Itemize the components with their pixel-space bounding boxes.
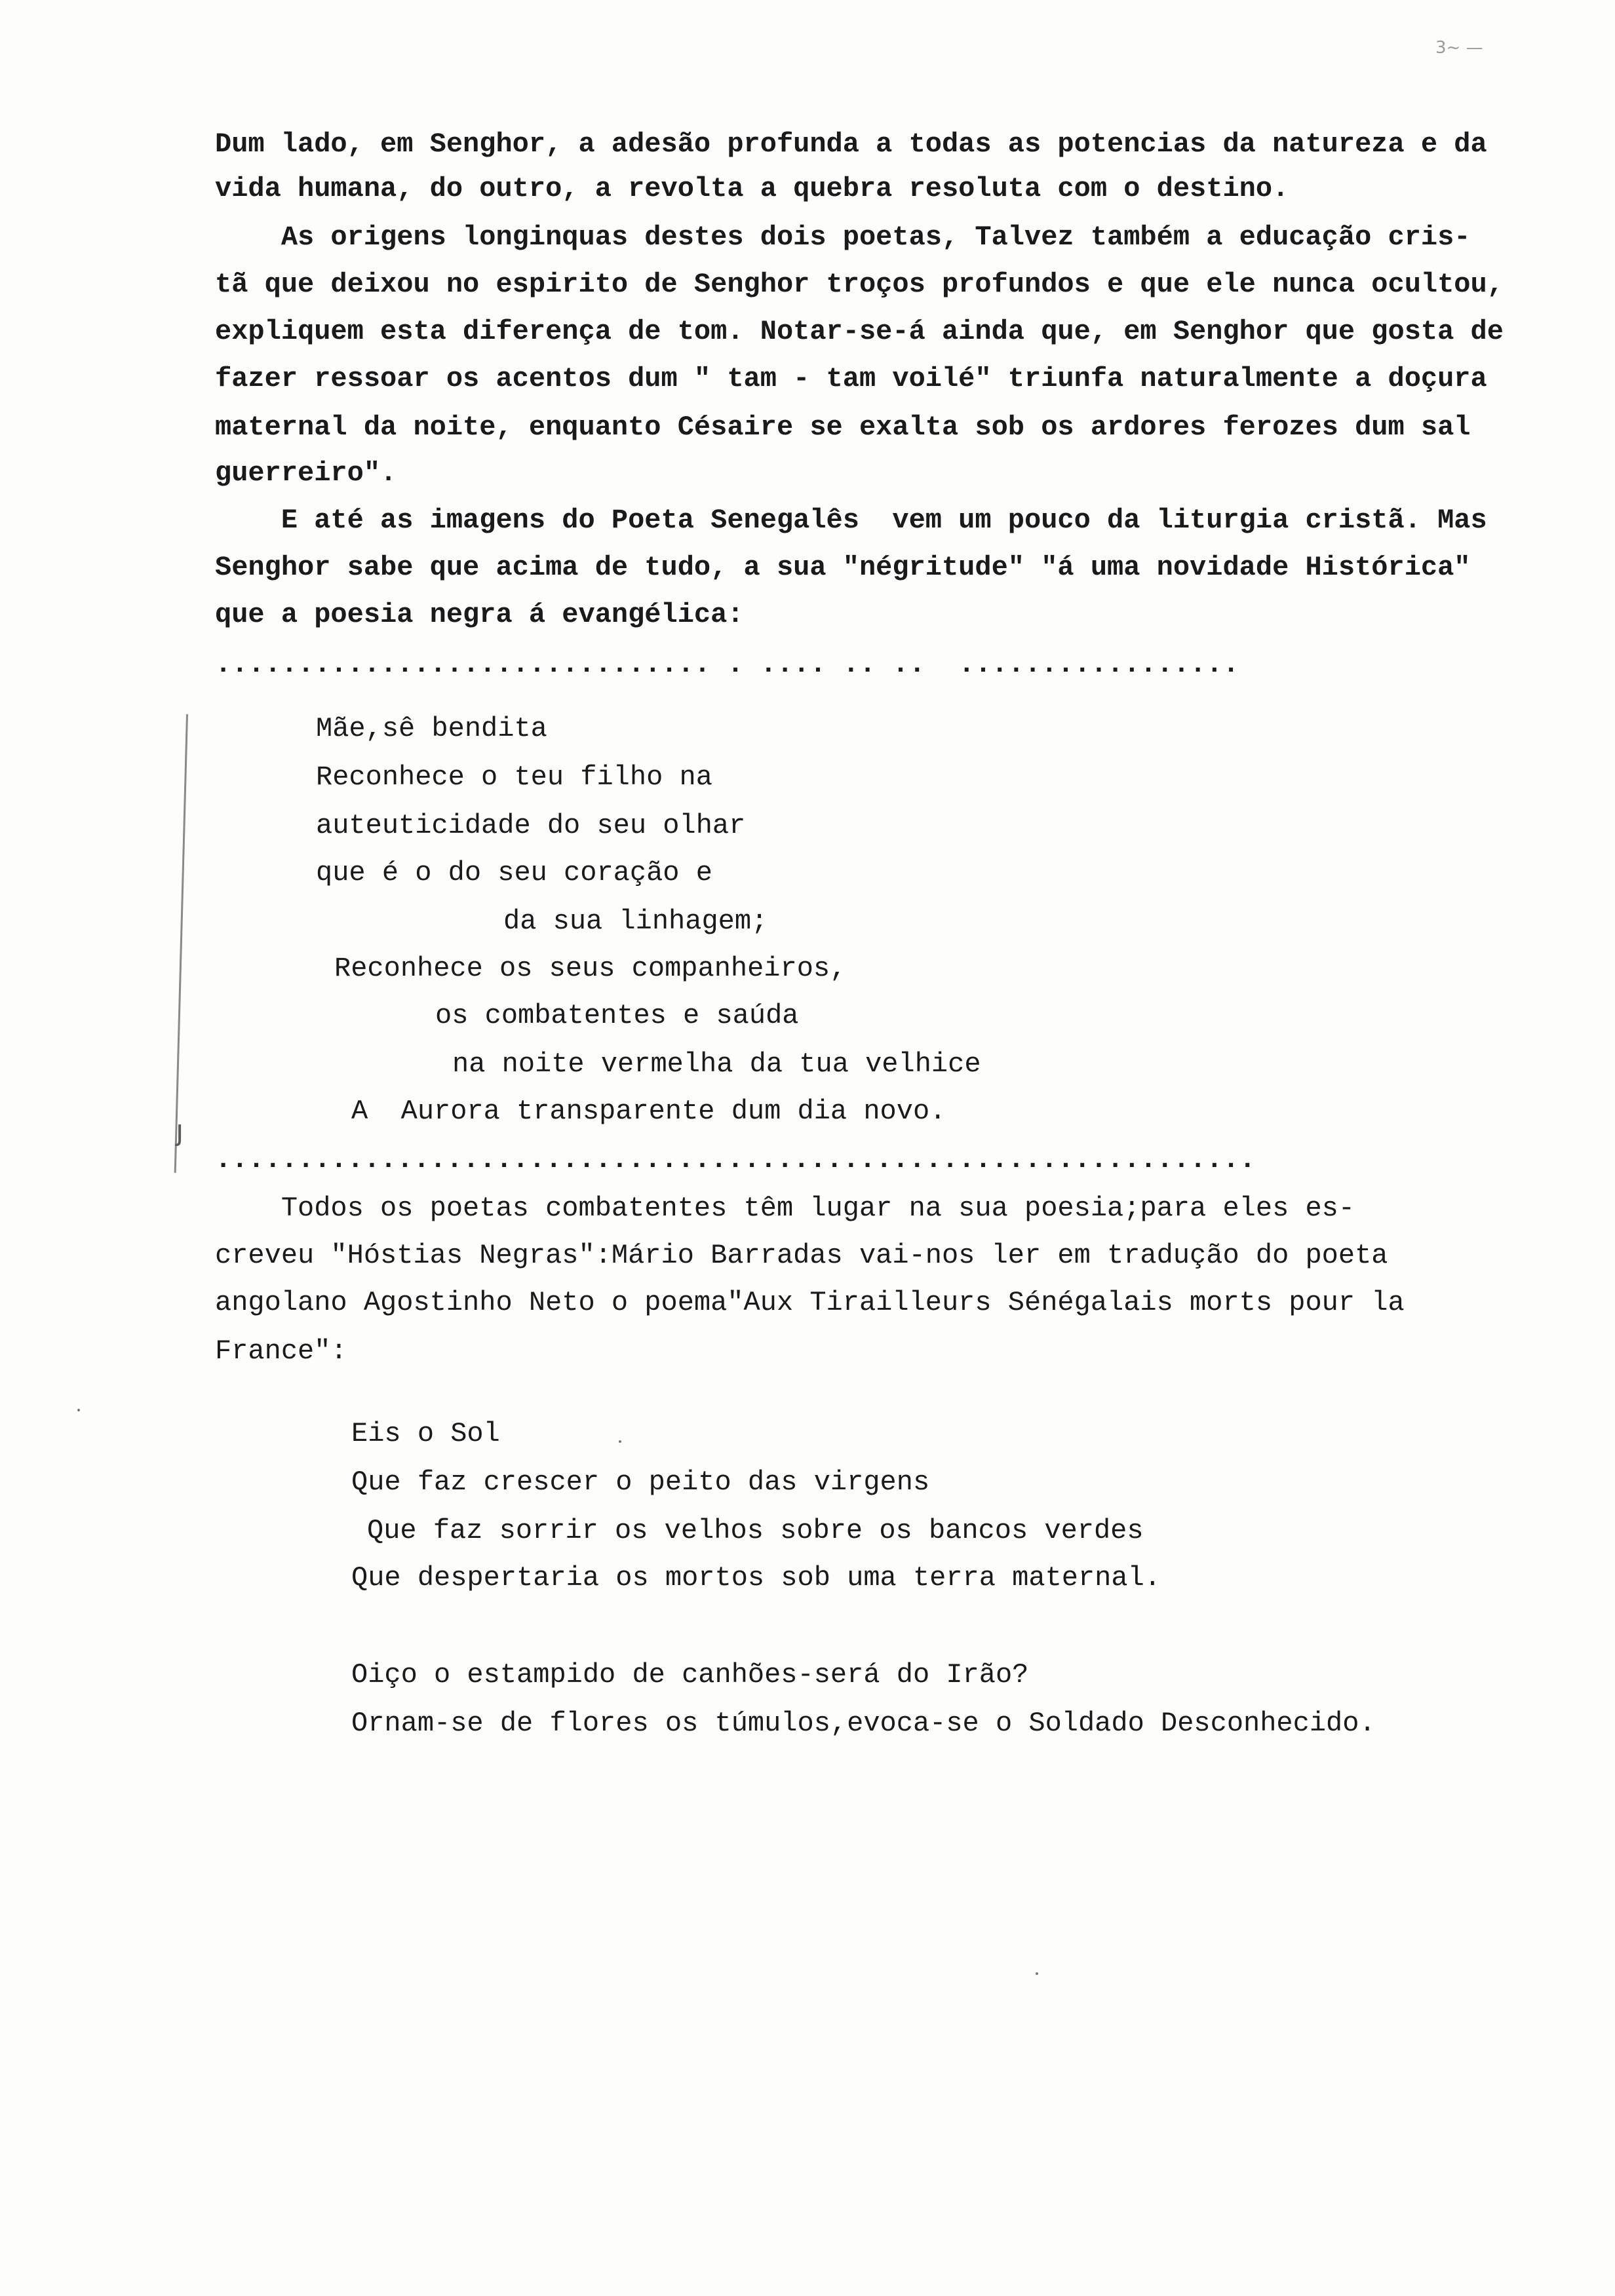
paragraph-line: fazer ressoar os acentos dum " tam - tam voilé" triunfa naturalmente a doçura [215,363,1487,394]
poem-line: Que faz sorrir os velhos sobre os bancos verdes [367,1515,1144,1546]
paragraph-line: guerreiro". [215,457,397,489]
poem-line: Mãe,sê bendita [316,713,547,744]
poem-line: na noite vermelha da tua velhice [452,1048,981,1080]
paragraph-line: que a poesia negra á evangélica: [215,599,744,630]
paragraph-line: maternal da noite, enquanto Césaire se exalta sob os ardores ferozes dum sal [215,411,1471,443]
scan-speck [619,1440,621,1443]
paragraph-line: E até as imagens do Poeta Senegalês vem um pouco da liturgia cristã. Mas [215,505,1487,536]
margin-hook-mark: ȷ [176,1114,184,1147]
scan-speck [1036,1972,1038,1975]
poem-line: auteuticidade do seu olhar [316,810,746,841]
poem-line: Que faz crescer o peito das virgens [351,1466,930,1498]
paragraph-line: expliquem esta diferença de tom. Notar-se-á ainda que, em Senghor que gosta de [215,316,1504,347]
poem-line: da sua linhagem; [503,906,768,937]
poem-line: A Aurora transparente dum dia novo. [351,1096,946,1127]
paragraph-line: As origens longinquas destes dois poetas, Talvez também a educação cris- [215,221,1471,253]
page-corner-mark: 3~ — [1435,38,1483,58]
paragraph-line: creveu "Hóstias Negras":Mário Barradas vai-nos ler em tradução do poeta [215,1240,1388,1271]
poem-line: Eis o Sol [351,1418,500,1449]
paragraph-line: France": [215,1335,347,1367]
paragraph-line: vida humana, do outro, a revolta a quebra resoluta com o destino. [215,173,1289,204]
paragraph-line: angolano Agostinho Neto o poema"Aux Tirailleurs Sénégalais morts pour la [215,1287,1405,1318]
poem-line: Que despertaria os mortos sob uma terra maternal. [351,1562,1161,1594]
poem-line: que é o do seu coração e [316,857,712,889]
poem-line: Reconhece o teu filho na [316,761,712,793]
paragraph-line: Senghor sabe que acima de tudo, a sua "négritude" "á uma novidade Histórica" [215,552,1471,583]
paragraph-line: Todos os poetas combatentes têm lugar na sua poesia;para eles es- [215,1193,1355,1224]
paragraph-line: Dum lado, em Senghor, a adesão profunda a todas as potencias da natureza e da [215,128,1487,160]
poem-line: Oiço o estampido de canhões-será do Irão? [351,1659,1029,1691]
poem-line: os combatentes e saúda [435,1000,799,1031]
paragraph-line: tã que deixou no espirito de Senghor troços profundos e que ele nunca ocultou, [215,269,1504,300]
dotted-separator: ............................................................... [215,1144,1256,1176]
margin-bracket-line [174,714,188,1173]
poem-line: Ornam-se de flores os túmulos,evoca-se o Soldado Desconhecido. [351,1708,1376,1739]
dotted-separator: .............................. . .... .. .. ................. [215,649,1239,680]
scan-speck [77,1409,80,1411]
poem-line: Reconhece os seus companheiros, [334,953,847,984]
